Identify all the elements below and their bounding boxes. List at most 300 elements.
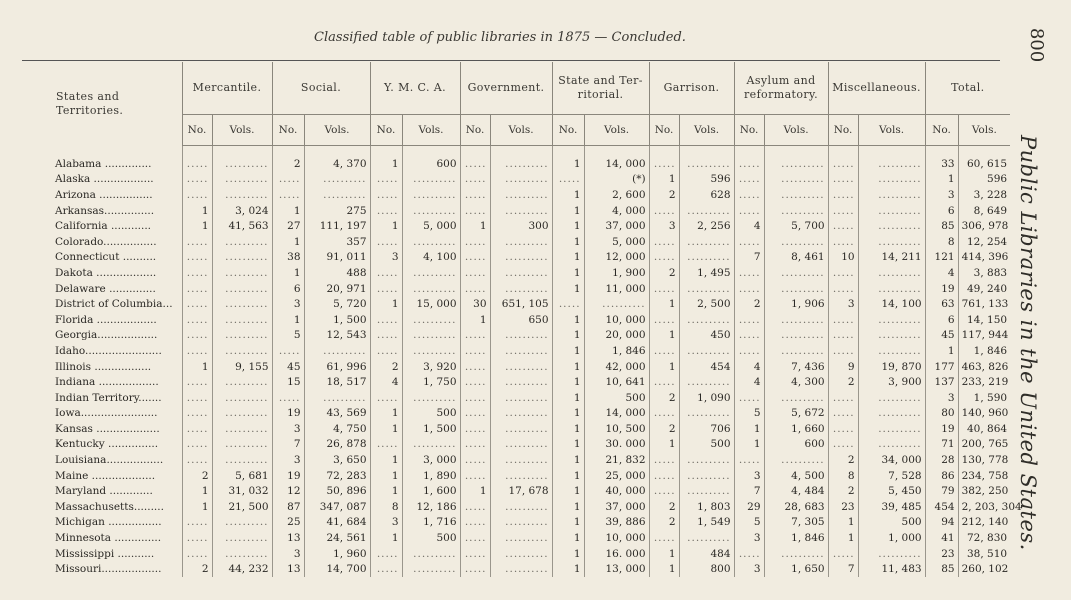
- empty-cell-leader: .....: [370, 187, 402, 203]
- empty-cell-leader: ..........: [402, 265, 460, 281]
- empty-cell-leader: .....: [552, 296, 584, 312]
- empty-cell-leader: ..........: [212, 296, 272, 312]
- empty-cell-leader: .....: [649, 374, 679, 390]
- empty-cell-leader: .....: [734, 452, 764, 468]
- volumes-cell: 13, 000: [584, 561, 649, 577]
- empty-cell-leader: ..........: [402, 281, 460, 297]
- empty-cell-leader: ..........: [212, 265, 272, 281]
- empty-cell-leader: .....: [649, 281, 679, 297]
- volumes-cell: 500: [402, 530, 460, 546]
- state-name: Indiana ..................: [55, 376, 159, 389]
- empty-cell-leader: .....: [370, 343, 402, 359]
- count-cell: 6: [272, 281, 304, 297]
- volumes-cell: 1, 906: [764, 296, 828, 312]
- volumes-cell: 233, 219: [958, 374, 1010, 390]
- count-cell: 1: [370, 452, 402, 468]
- volumes-cell: 1, 500: [304, 312, 370, 328]
- count-cell: 1: [460, 483, 490, 499]
- count-cell: 2: [649, 187, 679, 203]
- empty-cell-leader: ..........: [858, 421, 925, 437]
- empty-cell-leader: .....: [828, 312, 858, 328]
- count-cell: 3: [828, 296, 858, 312]
- count-cell: 23: [828, 499, 858, 515]
- count-cell: 1: [649, 437, 679, 453]
- state-name: Indian Territory.......: [55, 391, 162, 404]
- volumes-cell: 3, 000: [402, 452, 460, 468]
- empty-cell-leader: .....: [828, 146, 858, 172]
- empty-cell-leader: .....: [828, 343, 858, 359]
- empty-cell-leader: .....: [370, 234, 402, 250]
- empty-cell-leader: .....: [182, 187, 212, 203]
- empty-cell-leader: ..........: [584, 296, 649, 312]
- table-row: [22, 172, 1010, 188]
- empty-cell-leader: ..........: [212, 530, 272, 546]
- state-name: Kentucky ...............: [55, 438, 159, 451]
- table-row: [22, 281, 1010, 297]
- volumes-cell: 12, 254: [958, 234, 1010, 250]
- count-cell: 5: [734, 515, 764, 531]
- sub-header-no: No.: [460, 115, 490, 146]
- empty-cell-leader: .....: [734, 172, 764, 188]
- empty-cell-leader: ..........: [858, 146, 925, 172]
- empty-cell-leader: ..........: [679, 203, 734, 219]
- count-cell: 1: [552, 468, 584, 484]
- empty-cell-leader: .....: [460, 406, 490, 422]
- count-cell: 7: [272, 437, 304, 453]
- empty-cell-leader: .....: [828, 187, 858, 203]
- empty-cell-leader: ..........: [212, 146, 272, 172]
- volumes-cell: 26, 878: [304, 437, 370, 453]
- empty-cell-leader: .....: [182, 250, 212, 266]
- empty-cell-leader: .....: [460, 452, 490, 468]
- empty-cell-leader: ..........: [490, 406, 552, 422]
- empty-cell-leader: .....: [182, 296, 212, 312]
- page-number: 800: [1026, 27, 1048, 63]
- empty-cell-leader: .....: [370, 328, 402, 344]
- count-cell: 1: [272, 265, 304, 281]
- volumes-cell: 8, 649: [958, 203, 1010, 219]
- table-body: [22, 146, 1022, 578]
- empty-cell-leader: ..........: [679, 312, 734, 328]
- sub-header-no: No.: [649, 115, 679, 146]
- volumes-cell: 12, 543: [304, 328, 370, 344]
- table-row: [22, 218, 1010, 234]
- count-cell: 19: [272, 406, 304, 422]
- state-name: Arizona ................: [55, 188, 153, 201]
- volumes-cell: 454: [679, 359, 734, 375]
- count-cell: 19: [925, 421, 958, 437]
- volumes-cell: 1, 750: [402, 374, 460, 390]
- table-row: [22, 530, 1010, 546]
- states-header: States and Territories.: [56, 89, 124, 117]
- state-name: Connecticut ..........: [55, 251, 157, 264]
- empty-cell-leader: .....: [460, 234, 490, 250]
- count-cell: 5: [734, 406, 764, 422]
- empty-cell-leader: ..........: [858, 265, 925, 281]
- empty-cell-leader: ..........: [490, 515, 552, 531]
- count-cell: 28: [925, 452, 958, 468]
- empty-cell-leader: ..........: [490, 359, 552, 375]
- count-cell: 94: [925, 515, 958, 531]
- sub-header-no: No.: [734, 115, 764, 146]
- empty-cell-leader: ..........: [212, 328, 272, 344]
- state-name: Alaska ..................: [55, 173, 154, 186]
- count-cell: 2: [182, 561, 212, 577]
- table-row: [22, 374, 1010, 390]
- empty-cell-leader: .....: [460, 530, 490, 546]
- volumes-cell: 357: [304, 234, 370, 250]
- count-cell: 4: [370, 374, 402, 390]
- empty-cell-leader: .....: [272, 187, 304, 203]
- count-cell: 1: [552, 546, 584, 562]
- empty-cell-leader: ..........: [402, 172, 460, 188]
- empty-cell-leader: ..........: [490, 172, 552, 188]
- count-cell: 1: [460, 312, 490, 328]
- count-cell: 1: [370, 296, 402, 312]
- count-cell: 12: [272, 483, 304, 499]
- count-cell: 177: [925, 359, 958, 375]
- count-cell: 29: [734, 499, 764, 515]
- sub-header-vols: Vols.: [858, 115, 925, 146]
- volumes-cell: 1, 960: [304, 546, 370, 562]
- volumes-cell: 11, 483: [858, 561, 925, 577]
- group-header-garrison: Garrison.: [649, 62, 734, 115]
- empty-cell-leader: ..........: [764, 234, 828, 250]
- volumes-cell: 3, 883: [958, 265, 1010, 281]
- volumes-cell: 651, 105: [490, 296, 552, 312]
- volumes-cell: 14, 700: [304, 561, 370, 577]
- volumes-cell: 20, 000: [584, 328, 649, 344]
- empty-cell-leader: .....: [828, 234, 858, 250]
- count-cell: 121: [925, 250, 958, 266]
- count-cell: 6: [925, 203, 958, 219]
- volumes-cell: 4, 000: [584, 203, 649, 219]
- volumes-cell: 72, 830: [958, 530, 1010, 546]
- empty-cell-leader: .....: [734, 146, 764, 172]
- empty-cell-leader: .....: [370, 561, 402, 577]
- empty-cell-leader: ..........: [679, 146, 734, 172]
- group-header-total: Total.: [925, 62, 1010, 115]
- empty-cell-leader: .....: [272, 172, 304, 188]
- empty-cell-leader: ..........: [212, 390, 272, 406]
- count-cell: 1: [370, 483, 402, 499]
- count-cell: 85: [925, 561, 958, 577]
- empty-cell-leader: ..........: [490, 250, 552, 266]
- empty-cell-leader: ..........: [858, 390, 925, 406]
- volumes-cell: 91, 011: [304, 250, 370, 266]
- volumes-cell: 14, 211: [858, 250, 925, 266]
- sub-header-no: No.: [828, 115, 858, 146]
- volumes-cell: 16. 000: [584, 546, 649, 562]
- count-cell: 1: [272, 312, 304, 328]
- empty-cell-leader: ..........: [679, 234, 734, 250]
- state-name: Michigan ................: [55, 516, 162, 529]
- empty-cell-leader: ..........: [212, 172, 272, 188]
- empty-cell-leader: .....: [552, 172, 584, 188]
- volumes-cell: 18, 517: [304, 374, 370, 390]
- volumes-cell: 212, 140: [958, 515, 1010, 531]
- count-cell: 1: [649, 359, 679, 375]
- empty-cell-leader: .....: [734, 312, 764, 328]
- empty-cell-leader: ..........: [490, 281, 552, 297]
- empty-cell-leader: .....: [649, 452, 679, 468]
- volumes-cell: 1, 890: [402, 468, 460, 484]
- count-cell: 1: [272, 234, 304, 250]
- empty-cell-leader: ..........: [858, 406, 925, 422]
- empty-cell-leader: .....: [370, 172, 402, 188]
- volumes-cell: 382, 250: [958, 483, 1010, 499]
- count-cell: 1: [370, 146, 402, 172]
- volumes-cell: 4, 500: [764, 468, 828, 484]
- volumes-cell: 347, 087: [304, 499, 370, 515]
- count-cell: 86: [925, 468, 958, 484]
- empty-cell-leader: .....: [272, 390, 304, 406]
- count-cell: 2: [828, 374, 858, 390]
- table-row: [22, 203, 1010, 219]
- volumes-cell: 61, 996: [304, 359, 370, 375]
- count-cell: 8: [828, 468, 858, 484]
- empty-cell-leader: ..........: [490, 374, 552, 390]
- count-cell: 3: [734, 530, 764, 546]
- libraries-table: [22, 62, 1022, 577]
- table-row: [22, 468, 1010, 484]
- count-cell: 1: [734, 437, 764, 453]
- empty-cell-leader: .....: [828, 328, 858, 344]
- table-row: [22, 546, 1010, 562]
- volumes-cell: 1, 590: [958, 390, 1010, 406]
- count-cell: 1: [552, 359, 584, 375]
- empty-cell-leader: .....: [460, 281, 490, 297]
- group-header-government: Government.: [460, 62, 552, 115]
- count-cell: 1: [182, 499, 212, 515]
- table-row: [22, 328, 1010, 344]
- empty-cell-leader: .....: [460, 250, 490, 266]
- count-cell: 8: [370, 499, 402, 515]
- empty-cell-leader: .....: [649, 406, 679, 422]
- volumes-cell: 275: [304, 203, 370, 219]
- volumes-cell: 130, 778: [958, 452, 1010, 468]
- empty-cell-leader: ..........: [402, 390, 460, 406]
- volumes-cell: 3, 920: [402, 359, 460, 375]
- table-row: [22, 296, 1010, 312]
- volumes-cell: 306, 978: [958, 218, 1010, 234]
- volumes-cell: 414, 396: [958, 250, 1010, 266]
- count-cell: 30: [460, 296, 490, 312]
- sub-header-no: No.: [272, 115, 304, 146]
- count-cell: 3: [734, 468, 764, 484]
- empty-cell-leader: .....: [182, 265, 212, 281]
- volumes-cell: 39, 485: [858, 499, 925, 515]
- empty-cell-leader: ..........: [764, 265, 828, 281]
- empty-cell-leader: ..........: [490, 343, 552, 359]
- empty-cell-leader: .....: [734, 390, 764, 406]
- empty-cell-leader: ..........: [402, 437, 460, 453]
- empty-cell-leader: .....: [370, 390, 402, 406]
- table-row: [22, 359, 1010, 375]
- empty-cell-leader: ..........: [490, 468, 552, 484]
- volumes-cell: 260, 102: [958, 561, 1010, 577]
- volumes-cell: 1, 846: [584, 343, 649, 359]
- empty-cell-leader: ..........: [212, 187, 272, 203]
- empty-cell-leader: ..........: [764, 452, 828, 468]
- count-cell: 1: [552, 328, 584, 344]
- count-cell: 3: [734, 561, 764, 577]
- empty-cell-leader: .....: [649, 312, 679, 328]
- volumes-cell: 10, 000: [584, 312, 649, 328]
- volumes-cell: 1, 846: [764, 530, 828, 546]
- count-cell: 4: [734, 359, 764, 375]
- volumes-cell: 596: [679, 172, 734, 188]
- state-name: Maryland .............: [55, 485, 153, 498]
- volumes-cell: 111, 197: [304, 218, 370, 234]
- count-cell: 2: [182, 468, 212, 484]
- count-cell: 1: [552, 281, 584, 297]
- state-name: Delaware ..............: [55, 282, 156, 295]
- count-cell: 1: [370, 218, 402, 234]
- volumes-cell: 11, 000: [584, 281, 649, 297]
- volumes-cell: 44, 232: [212, 561, 272, 577]
- volumes-cell: 4, 300: [764, 374, 828, 390]
- empty-cell-leader: .....: [734, 546, 764, 562]
- volumes-cell: 15, 000: [402, 296, 460, 312]
- state-name: Iowa.......................: [55, 407, 158, 420]
- count-cell: 1: [552, 499, 584, 515]
- sub-header-vols: Vols.: [679, 115, 734, 146]
- empty-cell-leader: ..........: [212, 234, 272, 250]
- count-cell: 1: [552, 406, 584, 422]
- empty-cell-leader: .....: [460, 546, 490, 562]
- empty-cell-leader: ..........: [304, 187, 370, 203]
- empty-cell-leader: ..........: [858, 281, 925, 297]
- empty-cell-leader: ..........: [858, 218, 925, 234]
- sub-header-no: No.: [182, 115, 212, 146]
- count-cell: 79: [925, 483, 958, 499]
- empty-cell-leader: ..........: [764, 172, 828, 188]
- volumes-cell: 5, 681: [212, 468, 272, 484]
- empty-cell-leader: .....: [460, 437, 490, 453]
- count-cell: 23: [925, 546, 958, 562]
- empty-cell-leader: .....: [828, 281, 858, 297]
- empty-cell-leader: .....: [182, 146, 212, 172]
- volumes-cell: 650: [490, 312, 552, 328]
- state-name: Massachusetts.........: [55, 500, 164, 513]
- empty-cell-leader: .....: [734, 203, 764, 219]
- count-cell: 1: [734, 421, 764, 437]
- empty-cell-leader: .....: [370, 265, 402, 281]
- count-cell: 1: [649, 561, 679, 577]
- empty-cell-leader: .....: [460, 187, 490, 203]
- table-row: [22, 437, 1010, 453]
- volumes-cell: 4, 484: [764, 483, 828, 499]
- count-cell: 3: [649, 218, 679, 234]
- empty-cell-leader: ..........: [764, 146, 828, 172]
- group-header-social: Social.: [272, 62, 370, 115]
- count-cell: 3: [370, 250, 402, 266]
- empty-cell-leader: .....: [460, 421, 490, 437]
- count-cell: 41: [925, 530, 958, 546]
- count-cell: 137: [925, 374, 958, 390]
- volumes-cell: 24, 561: [304, 530, 370, 546]
- sub-header-no: No.: [370, 115, 402, 146]
- empty-cell-leader: .....: [182, 390, 212, 406]
- count-cell: 1: [925, 172, 958, 188]
- empty-cell-leader: .....: [828, 203, 858, 219]
- volumes-cell: 234, 758: [958, 468, 1010, 484]
- volumes-cell: 1, 600: [402, 483, 460, 499]
- volumes-cell: 43, 569: [304, 406, 370, 422]
- count-cell: 1: [552, 312, 584, 328]
- empty-cell-leader: .....: [460, 499, 490, 515]
- count-cell: 80: [925, 406, 958, 422]
- sub-header-no: No.: [925, 115, 958, 146]
- running-head: Public Libraries in the United States.: [1016, 135, 1040, 551]
- volumes-cell: 4, 370: [304, 146, 370, 172]
- table-row: [22, 265, 1010, 281]
- count-cell: 1: [552, 483, 584, 499]
- empty-cell-leader: ..........: [402, 187, 460, 203]
- count-cell: 25: [272, 515, 304, 531]
- volumes-cell: 500: [402, 406, 460, 422]
- volumes-cell: 1, 500: [402, 421, 460, 437]
- empty-cell-leader: .....: [734, 328, 764, 344]
- empty-cell-leader: .....: [828, 421, 858, 437]
- empty-cell-leader: .....: [272, 343, 304, 359]
- empty-cell-leader: ..........: [858, 328, 925, 344]
- volumes-cell: 300: [490, 218, 552, 234]
- volumes-cell: 50, 896: [304, 483, 370, 499]
- group-header-asylum: Asylum and reformatory.: [734, 62, 828, 115]
- count-cell: 6: [925, 312, 958, 328]
- count-cell: 1: [552, 374, 584, 390]
- state-name: Alabama ..............: [55, 157, 152, 170]
- empty-cell-leader: ..........: [402, 312, 460, 328]
- volumes-cell: 34, 000: [858, 452, 925, 468]
- empty-cell-leader: .....: [182, 452, 212, 468]
- volumes-cell: 500: [858, 515, 925, 531]
- table-row: [22, 483, 1010, 499]
- sub-header-vols: Vols.: [402, 115, 460, 146]
- count-cell: 33: [925, 146, 958, 172]
- empty-cell-leader: ..........: [764, 187, 828, 203]
- count-cell: 1: [828, 530, 858, 546]
- empty-cell-leader: .....: [370, 312, 402, 328]
- state-name: Minnesota ..............: [55, 532, 162, 545]
- empty-cell-leader: ..........: [764, 203, 828, 219]
- empty-cell-leader: ..........: [764, 328, 828, 344]
- empty-cell-leader: ..........: [858, 437, 925, 453]
- empty-cell-leader: ..........: [679, 343, 734, 359]
- empty-cell-leader: .....: [182, 281, 212, 297]
- empty-cell-leader: .....: [828, 546, 858, 562]
- count-cell: 7: [734, 483, 764, 499]
- empty-cell-leader: .....: [182, 234, 212, 250]
- empty-cell-leader: .....: [828, 437, 858, 453]
- volumes-cell: 3, 900: [858, 374, 925, 390]
- empty-cell-leader: .....: [460, 203, 490, 219]
- volumes-cell: 3, 024: [212, 203, 272, 219]
- count-cell: 1: [370, 406, 402, 422]
- empty-cell-leader: ..........: [764, 546, 828, 562]
- count-cell: 3: [272, 421, 304, 437]
- count-cell: 3: [272, 296, 304, 312]
- volumes-cell: 628: [679, 187, 734, 203]
- count-cell: 2: [828, 483, 858, 499]
- volumes-cell: 140, 960: [958, 406, 1010, 422]
- volumes-cell: 21, 500: [212, 499, 272, 515]
- sub-header-vols: Vols.: [490, 115, 552, 146]
- volumes-cell: 25, 000: [584, 468, 649, 484]
- count-cell: 19: [925, 281, 958, 297]
